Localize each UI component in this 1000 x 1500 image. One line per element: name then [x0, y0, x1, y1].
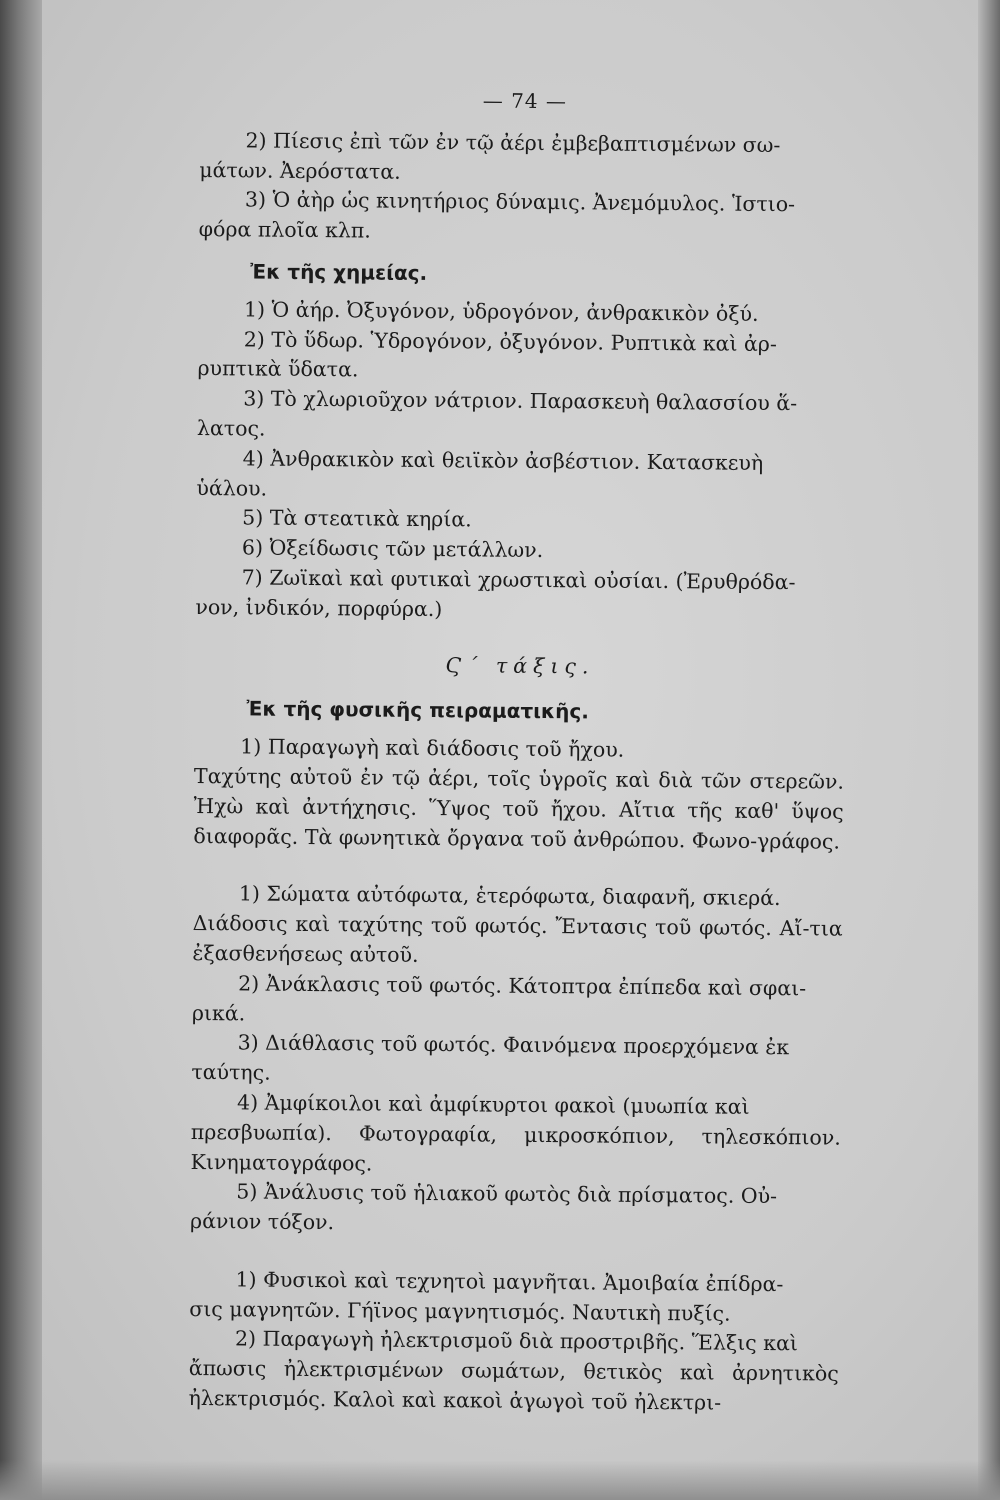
item-first-line: 1) Παραγωγὴ καὶ διάδοσις τοῦ ἤχου.	[240, 734, 625, 762]
page-text	[188, 84, 850, 1419]
list-item	[192, 969, 842, 1034]
list-item	[193, 732, 844, 857]
item-continuation: ρικά.	[191, 1000, 246, 1025]
item-first-line: 6) Ὀξείδωσις τῶν μετάλλων.	[241, 535, 544, 563]
item-first-line: 1) Φυσικοὶ καὶ τεχνητοὶ μαγνῆται. Ἀμοιβαία ἐπίδρα-	[235, 1267, 784, 1297]
page-shadow-left	[0, 0, 42, 1500]
page-number: — 74 —	[482, 88, 568, 114]
list-item	[190, 1088, 841, 1183]
item-first-line: 2) Ἀνάκλασις τοῦ φωτός. Κάτοπτρα ἐπίπεδα καὶ σφαι-	[238, 971, 807, 1001]
list-item	[197, 384, 847, 449]
item-continuation: Διάδοσις καὶ ταχύτης τοῦ φωτός. Ἔντασις τοῦ φωτός. Αἴ-τια ἐξασθενήσεως αὐτοῦ.	[192, 911, 843, 967]
item-first-line: 1) Σώματα αὐτόφωτα, ἑτερόφωτα, διαφανῆ, σκιερά.	[238, 881, 781, 911]
list-item	[189, 1265, 839, 1330]
item-continuation: πρεσβυωπία). Φωτογραφία, μικροσκόπιον, τηλεσκόπιον. Κινηματογράφος.	[190, 1119, 841, 1176]
experimental-physics-heading: Ἐκ τῆς φυσικῆς πειραματικῆς.	[246, 696, 589, 724]
item-continuation: σις μαγνητῶν. Γήϊνος μαγνητισμός. Ναυτικὴ πυξίς.	[189, 1296, 731, 1326]
list-item	[190, 1177, 840, 1242]
page-shadow-bottom	[0, 1460, 1000, 1500]
chemistry-heading: Ἐκ τῆς χημείας.	[250, 259, 428, 285]
page-shadow-right	[978, 0, 1000, 1500]
list-item	[199, 126, 849, 191]
item-continuation: μάτων. Ἀερόστατα.	[199, 157, 401, 184]
item-continuation: ρυπτικὰ ὕδατα.	[197, 356, 359, 382]
list-item	[197, 325, 847, 390]
item-first-line: 2) Τὸ ὕδωρ. Ὑδρογόνον, ὀξυγόνον. Ρυπτικὰ καὶ ἀρ-	[243, 326, 777, 356]
section-title: Ϛ΄ τάξις.	[445, 652, 595, 679]
item-continuation: Ταχύτης αὐτοῦ ἐν τῷ ἀέρι, τοῖς ὑγροῖς καὶ διὰ τῶν στερεῶν. Ἠχὼ καὶ ἀντήχησις. Ὕψος τοῦ ἤχου. Αἴτια τῆς καθ' ὕψος διαφορᾶς. Τὰ φωνητικὰ ὄργανα τοῦ ἀνθρώπου. Φωνο-γράφος.	[193, 763, 845, 854]
list-item	[199, 185, 849, 250]
item-continuation: ἄπωσις ἠλεκτρισμένων σωμάτων, θετικὸς καὶ ἀρνητικὸς ἠλεκτρισμός. Καλοὶ καὶ κακοὶ ἀγωγοὶ τοῦ ἠλεκτρι-	[188, 1356, 839, 1415]
list-item	[192, 879, 843, 974]
item-first-line: 3) Διάθλασις τοῦ φωτός. Φαινόμενα προερχόμενα ἐκ	[237, 1030, 790, 1060]
item-first-line: 2) Παραγωγὴ ἠλεκτρισμοῦ διὰ προστριβῆς. Ἕλξις καὶ	[234, 1326, 799, 1356]
item-continuation: ταύτης.	[191, 1060, 271, 1085]
list-item	[188, 1324, 839, 1419]
list-item	[196, 444, 846, 509]
item-continuation: ὑάλου.	[196, 475, 268, 501]
list-item	[191, 1028, 841, 1093]
item-continuation: λατος.	[196, 415, 266, 441]
item-continuation: νον, ἰνδικόν, πορφύρα.)	[195, 594, 443, 621]
item-first-line: 1) Ὁ ἀήρ. Ὀξυγόνον, ὑδρογόνον, ἀνθρακικὸν ὀξύ.	[243, 297, 759, 326]
item-continuation: φόρα πλοῖα κλπ.	[198, 217, 371, 243]
item-continuation: ράνιον τόξον.	[189, 1209, 335, 1235]
item-first-line: 4) Ἀνθρακικὸν καὶ θειϊκὸν ἀσβέστιον. Κατασκευὴ	[242, 446, 764, 475]
item-first-line: 2) Πίεσις ἐπὶ τῶν ἐν τῷ ἀέρι ἐμβεβαπτισμένων σω-	[245, 128, 781, 157]
item-first-line: 5) Ἀνάλυσις τοῦ ἡλιακοῦ φωτὸς διὰ πρίσματος. Οὐ-	[236, 1179, 778, 1209]
item-first-line: 7) Ζωϊκαὶ καὶ φυτικαὶ χρωστικαὶ οὐσίαι. (Ἐρυθρόδα-	[241, 565, 796, 595]
item-first-line: 4) Ἀμφίκοιλοι καὶ ἀμφίκυρτοι φακοὶ (μυωπία καὶ	[237, 1090, 750, 1119]
item-first-line: 3) Τὸ χλωριοῦχον νάτριον. Παρασκευὴ θαλασσίου ἅ-	[243, 386, 798, 416]
list-item	[195, 563, 845, 628]
item-first-line: 3) Ὁ ἀὴρ ὡς κινητήριος δύναμις. Ἀνεμόμυλος. Ἱστιο-	[244, 187, 796, 217]
item-first-line: 5) Τὰ στεατικὰ κηρία.	[242, 505, 472, 532]
